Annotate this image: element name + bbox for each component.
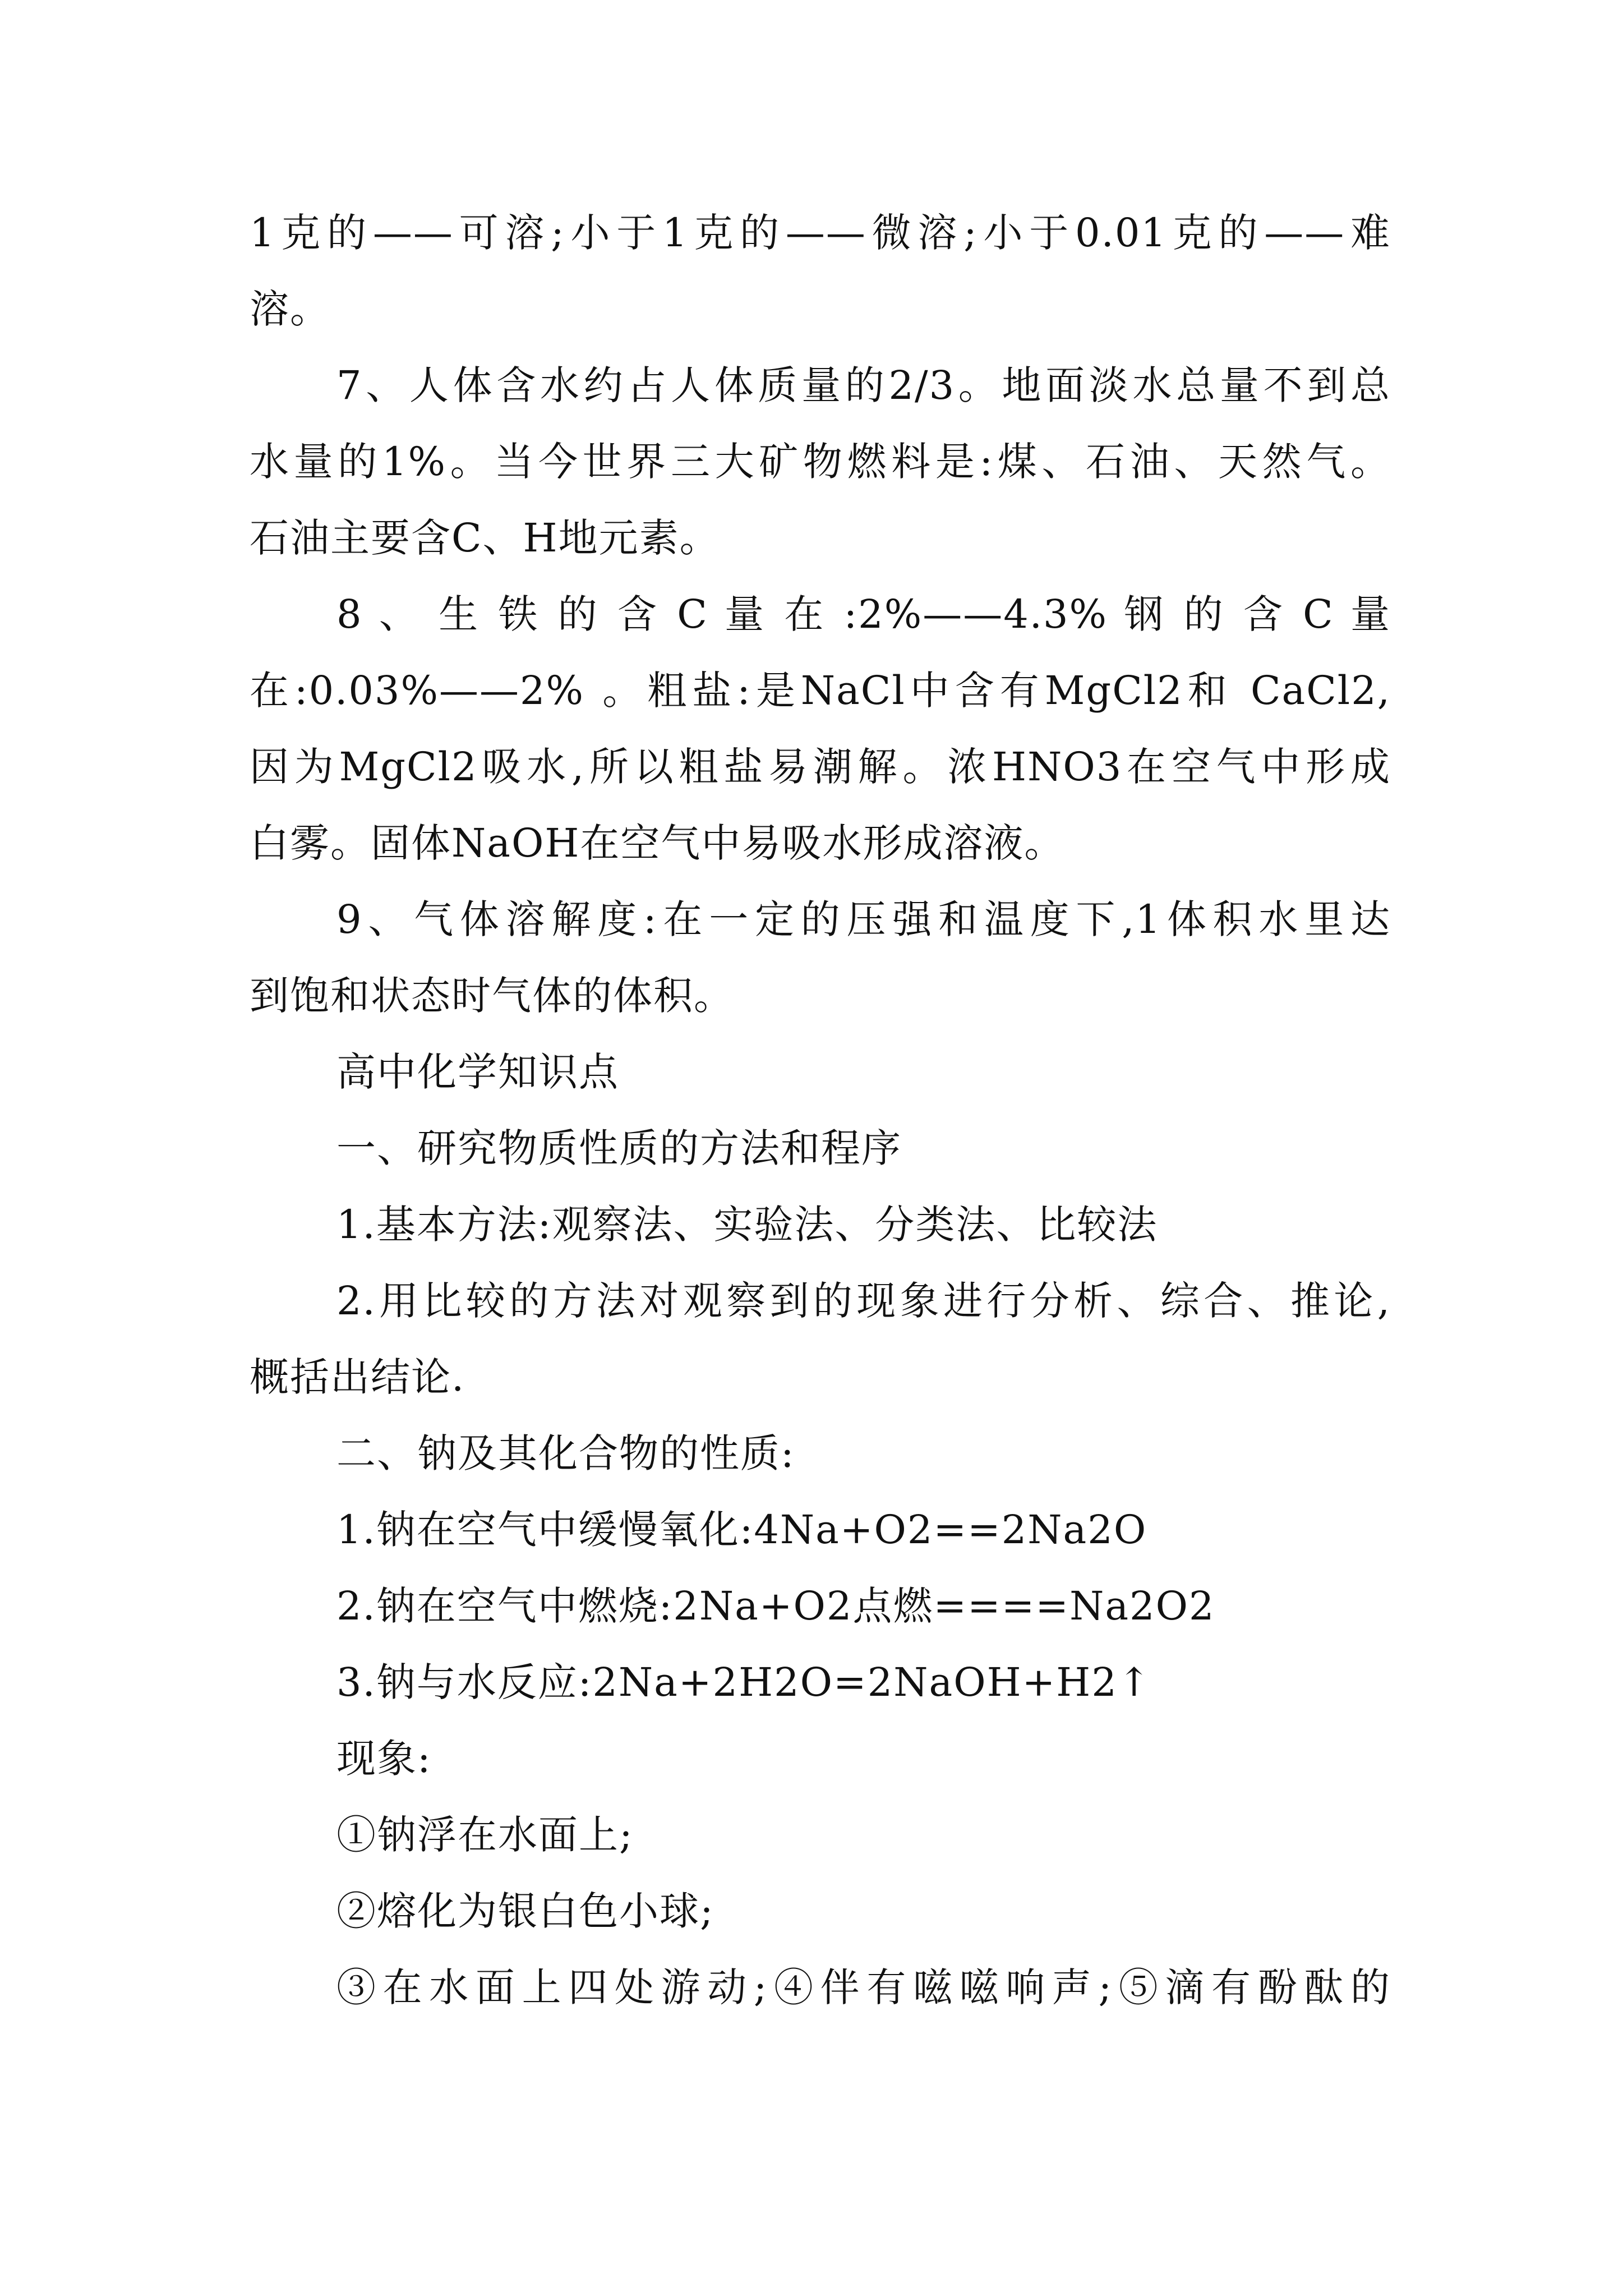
text-line: 现象: [336,1736,432,1782]
text-line: 1.钠在空气中缓慢氧化:4Na+O2==2Na2O [336,1507,1147,1553]
section-heading: 二、钠及其化合物的性质: [336,1430,795,1476]
list-item: ②熔化为银白色小球; [336,1888,714,1934]
section-heading: 高中化学知识点 [336,1049,619,1095]
list-item: ①钠浮在水面上; [336,1812,634,1858]
text-line: 7、人体含水约占人体质量的2/3。地面淡水总量不到总 [336,362,1391,408]
text-line: 2.钠在空气中燃烧:2Na+O2点燃====Na2O2 [336,1583,1215,1629]
section-heading: 一、研究物质性质的方法和程序 [336,1125,902,1171]
text-line: 在:0.03%——2% 。粗盐:是NaCl中含有MgCl2和 CaCl2, [250,668,1391,714]
text-line: 9、气体溶解度:在一定的压强和温度下,1体积水里达 [336,896,1391,942]
text-line: 因为MgCl2吸水,所以粗盐易潮解。浓HNO3在空气中形成 [250,744,1391,790]
text-line: 溶。 [250,286,330,332]
text-line: 8 、 生 铁 的 含 C 量 在 :2%——4.3% 钢 的 含 C 量 [336,591,1391,637]
text-line: 1克的——可溶;小于1克的——微溶;小于0.01克的——难 [250,210,1391,256]
text-line: 3.钠与水反应:2Na+2H2O=2NaOH+H2↑ [336,1659,1152,1705]
text-line: 到饱和状态时气体的体积。 [250,973,734,1019]
text-line: 白雾。固体NaOH在空气中易吸水形成溶液。 [250,820,1065,866]
text-line: 1.基本方法:观察法、实验法、分类法、比较法 [336,1202,1158,1248]
text-line: 水量的1%。当今世界三大矿物燃料是:煤、石油、天然气。 [250,439,1391,485]
text-line: 石油主要含C、H地元素。 [250,515,720,561]
list-item: ③在水面上四处游动;④伴有嗞嗞响声;⑤滴有酚酞的 [336,1964,1391,2010]
text-line: 2.用比较的方法对观察到的现象进行分析、综合、推论, [336,1278,1391,1324]
text-line: 概括出结论. [250,1354,465,1400]
